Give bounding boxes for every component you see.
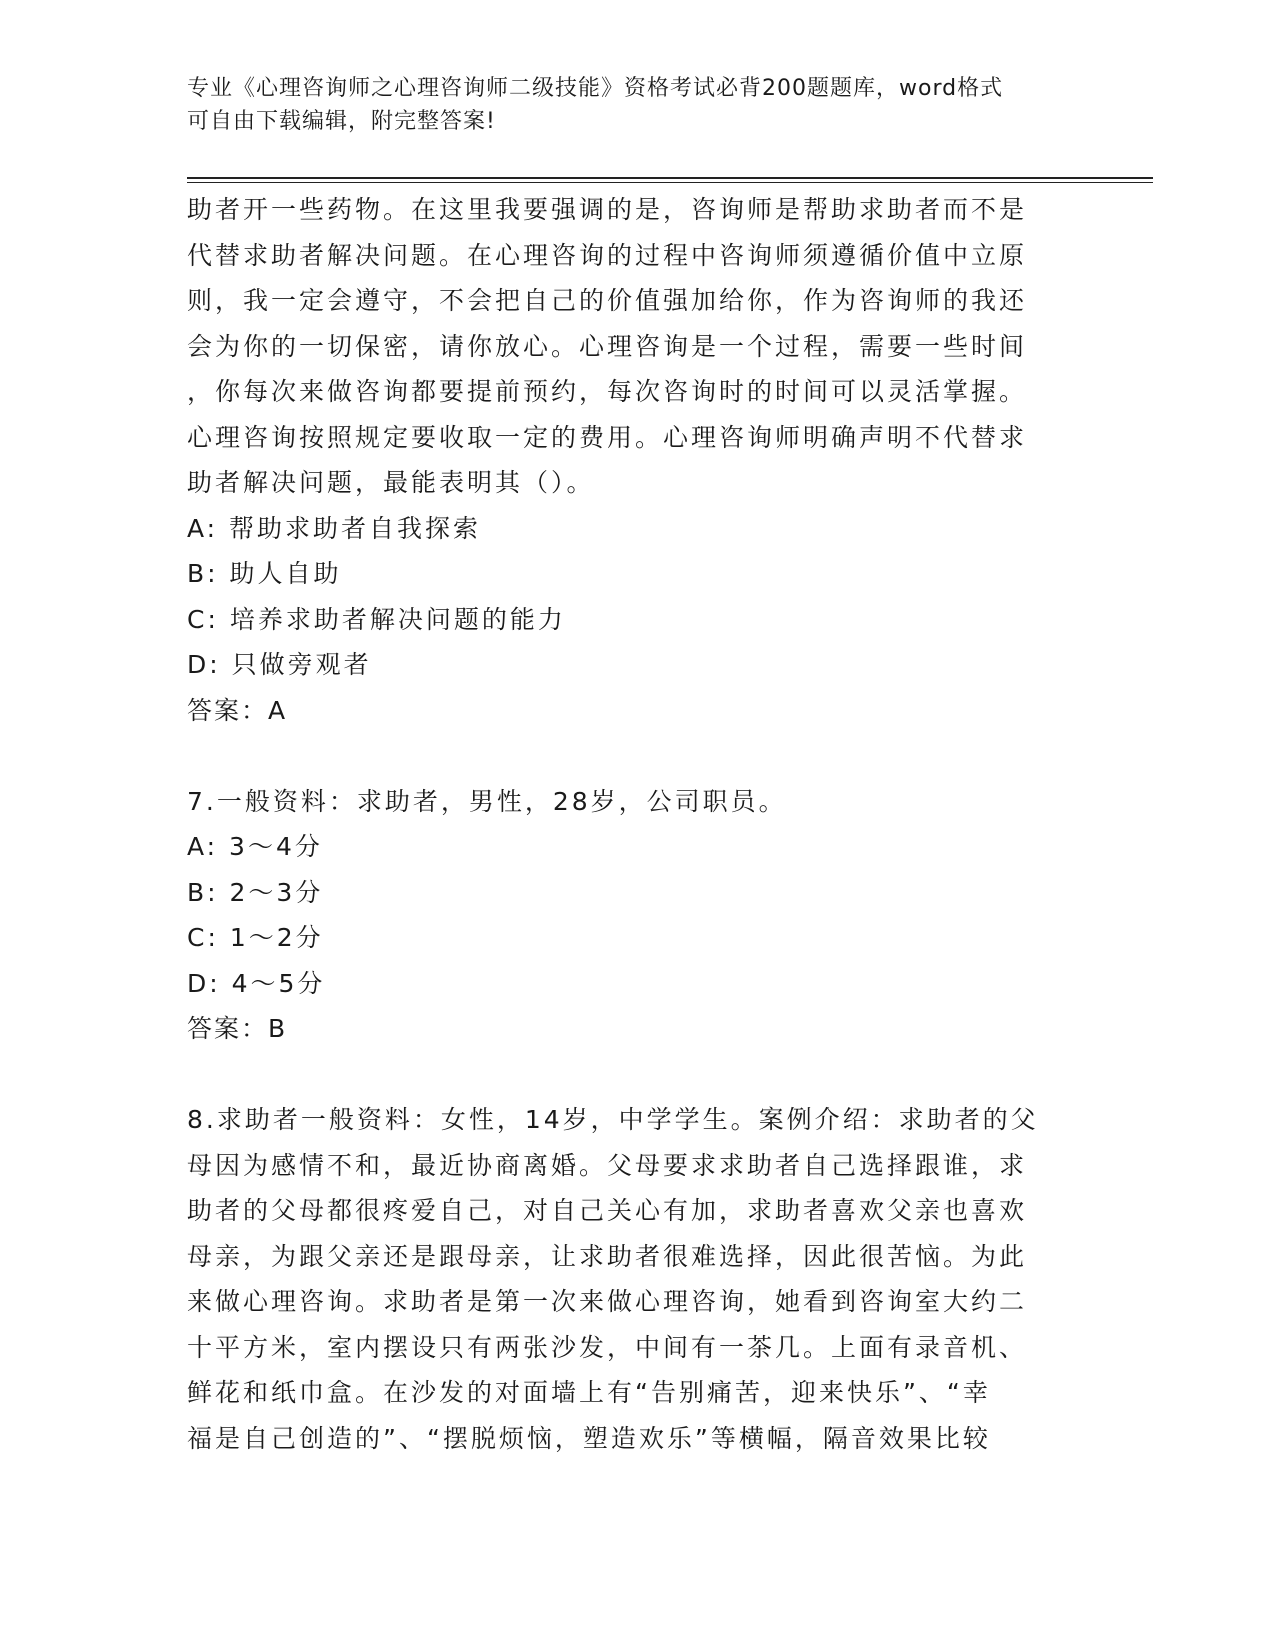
option-c: C: 1～2分 bbox=[187, 923, 324, 952]
question-8 bbox=[187, 1097, 1067, 1461]
option-a: A: 3～4分 bbox=[187, 832, 323, 861]
question-text-line: 心理咨询按照规定要收取一定的费用。心理咨询师明确声明不代替求 bbox=[187, 422, 1028, 452]
question-text-line: 助者解决问题，最能表明其（）。 bbox=[187, 468, 595, 497]
question-text-line: 鲜花和纸巾盒。在沙发的对面墙上有“告别痛苦，迎来快乐”、“幸 bbox=[187, 1378, 991, 1407]
question-text-line: 母亲，为跟父亲还是跟母亲，让求助者很难选择，因此很苦恼。为此 bbox=[187, 1241, 1028, 1271]
question-text-line: 来做心理咨询。求助者是第一次来做心理咨询，她看到咨询室大约二 bbox=[187, 1287, 1028, 1316]
question-text-line: 福是自己创造的”、“摆脱烦恼，塑造欢乐”等横幅，隔音效果比较 bbox=[187, 1423, 991, 1453]
question-6 bbox=[187, 187, 1067, 733]
question-text-line: 十平方米，室内摆设只有两张沙发，中间有一茶几。上面有录音机、 bbox=[187, 1332, 1028, 1362]
question-text-line: 则，我一定会遵守，不会把自己的价值强加给你，作为咨询师的我还 bbox=[187, 286, 1028, 315]
question-text-line: 代替求助者解决问题。在心理咨询的过程中咨询师须遵循价值中立原 bbox=[187, 240, 1028, 270]
option-b: B: 2～3分 bbox=[187, 877, 324, 907]
question-text-line: 母因为感情不和，最近协商离婚。父母要求求助者自己选择跟谁，求 bbox=[187, 1150, 1028, 1180]
page-content bbox=[187, 187, 1067, 1461]
question-text-line: 助者开一些药物。在这里我要强调的是，咨询师是帮助求助者而不是 bbox=[187, 195, 1028, 224]
question-7 bbox=[187, 779, 1067, 1052]
question-text-line: 7.一般资料：求助者，男性，28岁，公司职员。 bbox=[187, 786, 787, 816]
question-text-line: 8.求助者一般资料：女性，14岁，中学学生。案例介绍：求助者的父 bbox=[187, 1105, 1039, 1134]
option-a: A: 帮助求助者自我探索 bbox=[187, 513, 482, 543]
answer: 答案：B bbox=[187, 1014, 288, 1043]
question-text-line: ，你每次来做咨询都要提前预约，每次咨询时的时间可以灵活掌握。 bbox=[187, 377, 1028, 406]
question-text-line: 助者的父母都很疼爱自己，对自己关心有加，求助者喜欢父亲也喜欢 bbox=[187, 1196, 1028, 1225]
header-rule-thick bbox=[187, 177, 1153, 179]
spacer bbox=[187, 1052, 1067, 1098]
spacer bbox=[187, 733, 1067, 779]
page-header bbox=[187, 72, 1067, 138]
option-b: B: 助人自助 bbox=[187, 559, 342, 588]
option-d: D: 只做旁观者 bbox=[187, 650, 372, 679]
option-c: C: 培养求助者解决问题的能力 bbox=[187, 604, 566, 634]
header-rule-thin bbox=[187, 182, 1153, 183]
header-line-2: 可自由下载编辑，附完整答案! bbox=[187, 109, 496, 134]
question-text-line: 会为你的一切保密，请你放心。心理咨询是一个过程，需要一些时间 bbox=[187, 331, 1028, 361]
header-line-1: 专业《心理咨询师之心理咨询师二级技能》资格考试必背200题题库，word格式 bbox=[187, 76, 1004, 101]
answer: 答案：A bbox=[187, 695, 288, 725]
option-d: D: 4～5分 bbox=[187, 968, 326, 998]
